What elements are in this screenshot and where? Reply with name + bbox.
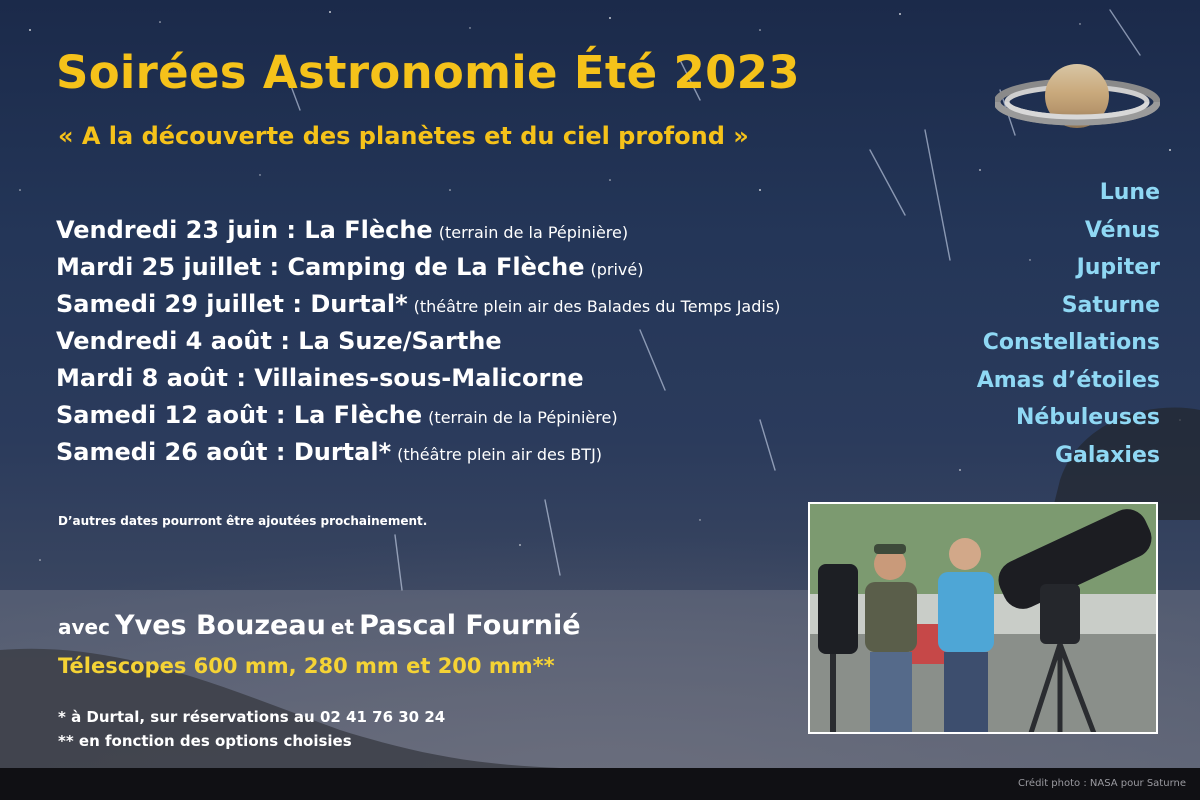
- topics-list: [977, 174, 1160, 474]
- event-item: [56, 434, 956, 471]
- topic-item: Amas d’étoiles: [976, 367, 1160, 393]
- event-date-place: Mardi 25 juillet : Camping de La Flèche: [56, 253, 585, 281]
- event-date-place: Samedi 12 août : La Flèche: [56, 401, 423, 429]
- topic-item: Saturne: [1061, 292, 1160, 318]
- topic-item: Jupiter: [1076, 255, 1160, 280]
- presenter-name-1: Yves Bouzeau: [115, 610, 326, 641]
- telescopes-line: Télescopes 600 mm, 280 mm et 200 mm**: [58, 654, 555, 678]
- footnote-options: ** en fonction des options choisies: [58, 732, 352, 750]
- event-date-place: Vendredi 23 juin : La Flèche: [56, 216, 433, 244]
- event-date-place: Mardi 8 août : Villaines-sous-Malicorne: [56, 364, 584, 392]
- topic-item: Vénus: [1084, 217, 1160, 243]
- presenters-photo: [808, 502, 1158, 734]
- topic-item: Nébuleuses: [1016, 405, 1160, 430]
- more-dates-note: D’autres dates pourront être ajoutées prochainement.: [58, 514, 428, 528]
- event-item: [56, 286, 956, 323]
- page-subtitle: « A la découverte des planètes et du ciel profond »: [58, 122, 749, 150]
- topic-item: Constellations: [982, 330, 1160, 355]
- event-note: (terrain de la Pépinière): [428, 408, 618, 427]
- event-item: [56, 212, 956, 249]
- events-list: [56, 212, 956, 471]
- event-item: [56, 323, 956, 360]
- presenter-name-2: Pascal Fournié: [359, 610, 581, 641]
- page-title: Soirées Astronomie Été 2023: [56, 46, 800, 99]
- event-item: [56, 249, 956, 286]
- photo-credit: Crédit photo : NASA pour Saturne: [1018, 778, 1186, 789]
- topic-item: Galaxies: [1054, 442, 1160, 468]
- presenters-prefix: avec: [58, 615, 110, 639]
- event-item: [56, 397, 956, 434]
- presenters-joiner: et: [330, 615, 355, 639]
- event-date-place: Samedi 26 août : Durtal*: [56, 438, 392, 466]
- topic-item: Lune: [1099, 180, 1160, 205]
- event-note: (théâtre plein air des BTJ): [397, 445, 603, 464]
- event-note: (théâtre plein air des Balades du Temps Jadis): [413, 297, 781, 316]
- event-note: (terrain de la Pépinière): [438, 223, 629, 242]
- presenters-photo-illustration: [810, 504, 1158, 734]
- presenters-line: [58, 610, 581, 641]
- saturn-image: [995, 58, 1160, 140]
- footnote-durtal: * à Durtal, sur réservations au 02 41 76 30 24: [58, 708, 446, 726]
- event-note: (privé): [590, 260, 644, 279]
- event-item: [56, 360, 956, 397]
- event-date-place: Samedi 29 juillet : Durtal*: [56, 290, 408, 318]
- event-date-place: Vendredi 4 août : La Suze/Sarthe: [56, 327, 502, 355]
